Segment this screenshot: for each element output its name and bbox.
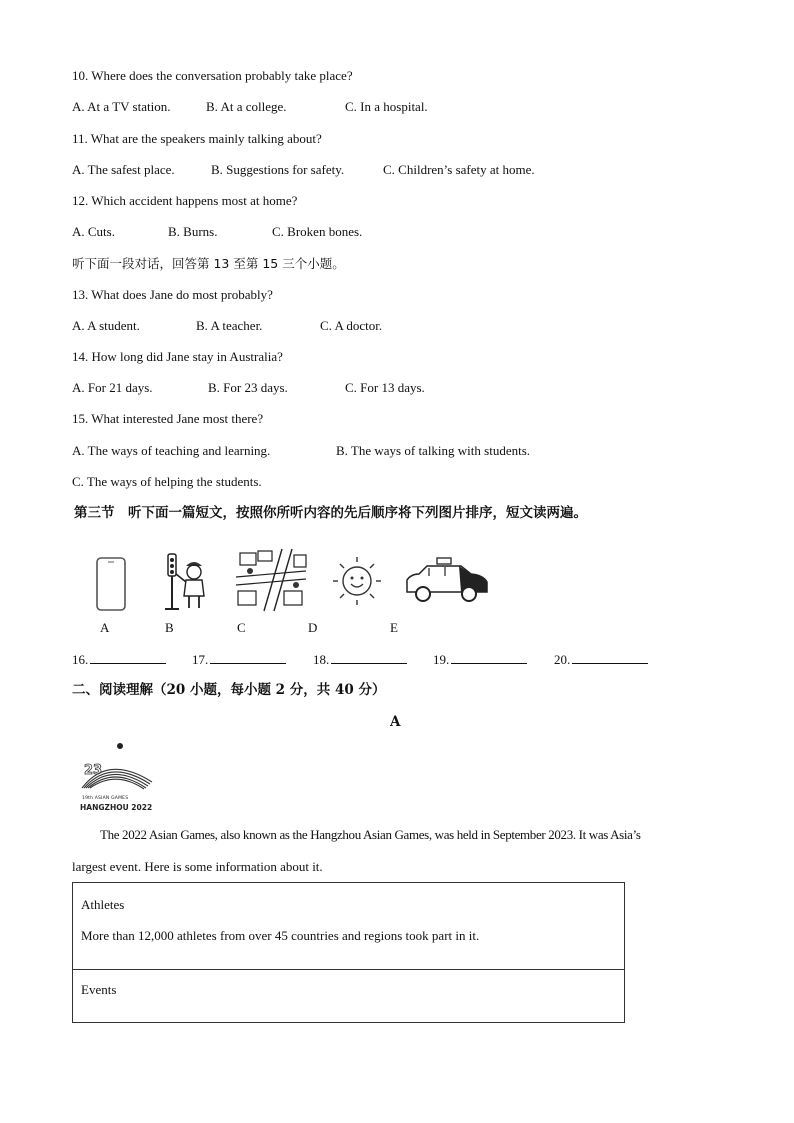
picture-label-d: D — [308, 620, 318, 635]
athletes-text: More than 12,000 athletes from over 45 countries and regions took part in it. — [81, 928, 480, 943]
listen-instruction: 听下面一段对话，回答第 13 至第 15 三个小题。 — [72, 256, 345, 271]
info-table — [72, 882, 625, 1023]
paragraph-line2: largest event. Here is some information about it. — [72, 859, 323, 874]
answer-blank-17[interactable]: 17. — [192, 651, 286, 668]
table-row — [73, 883, 625, 970]
question-12-options — [72, 224, 362, 240]
option-c: C. Children’s safety at home. — [383, 162, 535, 177]
option-b: B. For 23 days. — [208, 380, 288, 395]
answer-blank-20[interactable]: 20. — [554, 651, 648, 668]
taxi-icon — [403, 556, 489, 606]
question-15-options-ab — [72, 443, 530, 459]
option-c: C. Broken bones. — [272, 224, 363, 239]
question-13-options — [72, 318, 382, 334]
option-a: A. For 21 days. — [72, 380, 153, 395]
picture-label-b: B — [165, 620, 174, 635]
question-14: 14. How long did Jane stay in Australia? — [72, 349, 283, 364]
option-b: B. Burns. — [168, 224, 218, 239]
picture-e — [403, 556, 489, 610]
question-14-options — [72, 380, 425, 396]
option-a: A. A student. — [72, 318, 140, 333]
events-cell — [73, 970, 625, 1023]
option-b: B. The ways of talking with students. — [336, 443, 531, 458]
svg-text:23: 23 — [84, 763, 103, 778]
picture-label-a: A — [100, 620, 110, 635]
question-11: 11. What are the speakers mainly talking about? — [72, 131, 322, 146]
paragraph-line1: The 2022 Asian Games, also known as the Hangzhou Asian Games, was held in September 2023. It was Asia’s — [100, 827, 641, 842]
section3-title: 第三节 听下面一篇短文，按照你所听内容的先后顺序将下列图片排序，短文读两遍。 — [74, 505, 587, 521]
option-b: B. Suggestions for safety. — [211, 162, 345, 177]
part2-title: 二、阅读理解（20 小题，每小题 2 分，共 40 分） — [72, 682, 386, 698]
answer-blank-18[interactable]: 18. — [313, 651, 407, 668]
picture-label-e: E — [390, 620, 398, 635]
picture-d — [329, 553, 385, 613]
events-heading: Events — [81, 982, 117, 997]
question-10: 10. Where does the conversation probably take place? — [72, 68, 353, 83]
option-c: C. For 13 days. — [345, 380, 425, 395]
option-c: C. In a hospital. — [345, 99, 428, 114]
asian-games-logo — [78, 740, 158, 816]
street-map-icon — [234, 547, 308, 613]
option-a: A. The ways of teaching and learning. — [72, 443, 271, 458]
phone-icon — [94, 556, 128, 612]
option-a: A. The safest place. — [72, 162, 175, 177]
sun-icon — [329, 553, 385, 609]
athletes-heading: Athletes — [81, 897, 125, 912]
option-a: A. At a TV station. — [72, 99, 171, 114]
question-13: 13. What does Jane do most probably? — [72, 287, 273, 302]
question-15: 15. What interested Jane most there? — [72, 411, 264, 426]
question-12: 12. Which accident happens most at home? — [72, 193, 298, 208]
picture-label-c: C — [237, 620, 246, 635]
answer-blank-16[interactable]: 16. — [72, 651, 166, 668]
traffic-policeman-icon — [160, 550, 210, 612]
hangzhou-logo-icon — [78, 740, 158, 792]
question-10-options — [72, 99, 428, 115]
athletes-cell — [73, 883, 625, 970]
picture-b — [160, 550, 210, 616]
logo-line2: HANGZHOU 2022 — [80, 803, 153, 812]
logo-line1: 19th ASIAN GAMES — [82, 796, 129, 801]
option-c: C. A doctor. — [320, 318, 383, 333]
answer-blank-19[interactable]: 19. — [433, 651, 527, 668]
picture-c — [234, 547, 308, 617]
question-11-options — [72, 162, 535, 178]
option-c: C. The ways of helping the students. — [72, 474, 262, 489]
option-b: B. A teacher. — [196, 318, 263, 333]
picture-a — [94, 556, 128, 616]
option-a: A. Cuts. — [72, 224, 115, 239]
table-row — [73, 970, 625, 1023]
option-b: B. At a college. — [206, 99, 287, 114]
passage-letter: A — [390, 714, 401, 730]
